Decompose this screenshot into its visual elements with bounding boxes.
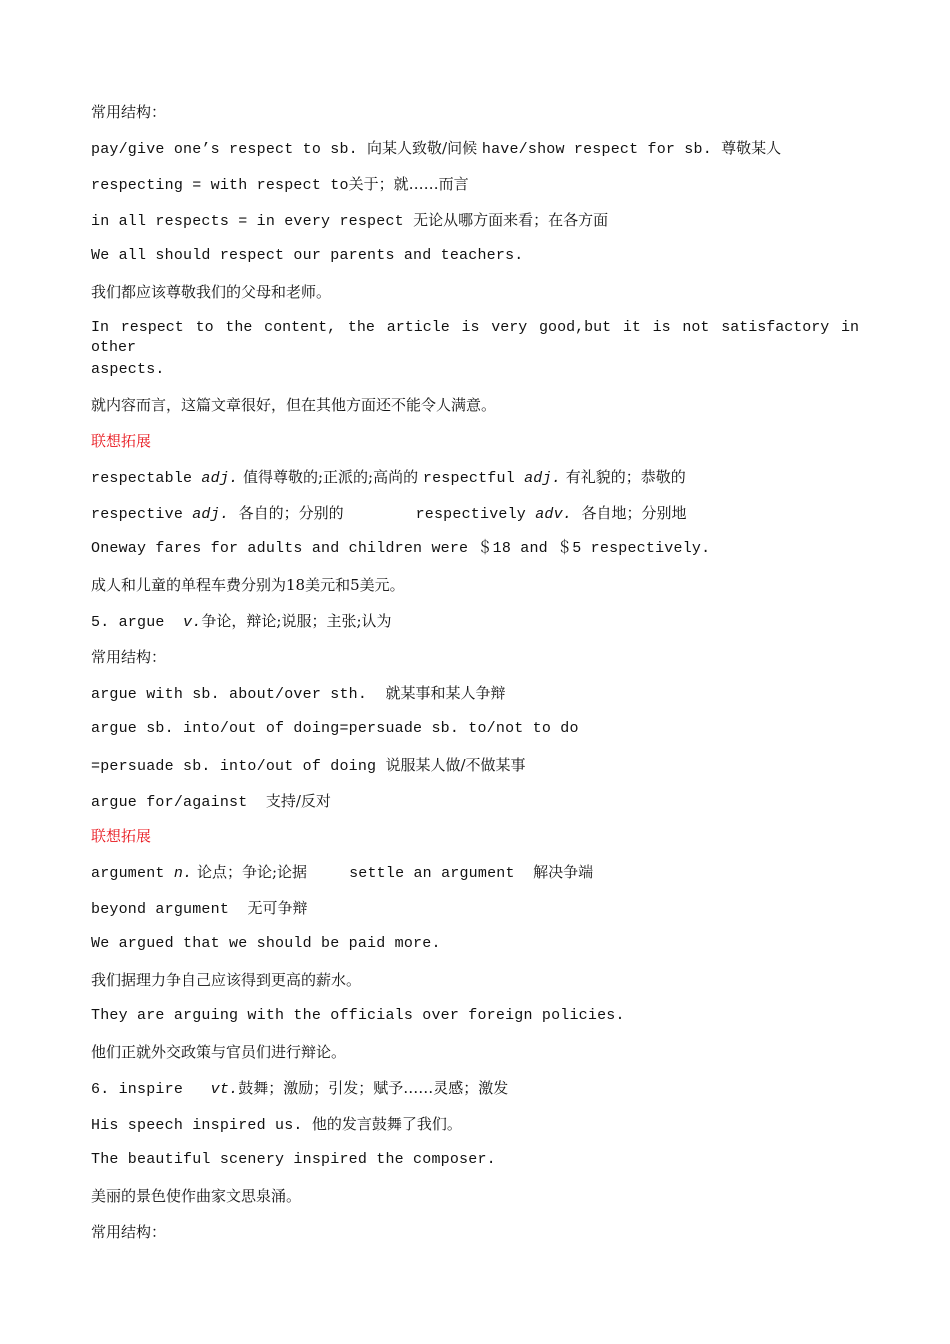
part-of-speech: adj.: [201, 470, 239, 487]
example-sentence: They are arguing with the officials over foreign policies.: [91, 1007, 625, 1024]
structure-line: [91, 138, 781, 158]
section-heading-extension: 联想拓展: [91, 432, 152, 450]
example-sentence: In respect to the content, the article is very good,but it is not satisfactory in other: [91, 319, 859, 356]
section-heading-common-structures: 常用结构：: [91, 648, 167, 666]
vocab-line: [91, 467, 686, 487]
example-translation: 我们都应该尊敬我们的父母和老师。: [91, 283, 332, 301]
part-of-speech: adv.: [535, 506, 573, 523]
example-line: [91, 1114, 462, 1134]
example-translation: 他的发言鼓舞了我们。: [311, 1115, 462, 1133]
chinese-gloss: 值得尊敬的;正派的;高尚的: [238, 468, 423, 486]
chinese-gloss: 无论从哪方面来看；在各方面: [413, 211, 609, 229]
chinese-gloss: 各自地；分别地: [572, 504, 687, 522]
vocab-word: respectable: [91, 470, 202, 487]
vocab-word: respectively: [415, 506, 536, 523]
english-phrase: pay/give one’s respect to sb.: [91, 141, 368, 158]
example-sentence: Oneway fares for adults and children were ＄18 and ＄5 respectively.: [91, 540, 711, 557]
example-translation: 成人和儿童的单程车费分别为18美元和5美元。: [91, 576, 405, 594]
chinese-gloss: 解决争端: [533, 863, 594, 881]
chinese-gloss: 鼓舞；激励；引发；赋予……灵感；激发: [238, 1079, 509, 1097]
vocab-word: respective: [91, 506, 193, 523]
chinese-gloss: 无可争辩: [247, 899, 308, 917]
entry-word: 5. argue: [91, 614, 184, 631]
example-sentence: We all should respect our parents and teachers.: [91, 247, 524, 264]
vocab-line: [91, 898, 307, 918]
chinese-gloss: 论点；争论;论据: [192, 863, 308, 881]
english-phrase: beyond argument: [91, 901, 248, 918]
example-translation: 就内容而言，这篇文章很好，但在其他方面还不能令人满意。: [91, 396, 497, 414]
chinese-gloss: 说服某人做/不做某事: [385, 756, 526, 774]
example-sentence: We argued that we should be paid more.: [91, 935, 441, 952]
entry-heading-argue: [91, 611, 392, 631]
english-phrase: in all respects = in every respect: [91, 213, 414, 230]
example-sentence: His speech inspired us.: [91, 1117, 312, 1134]
structure-line: [91, 791, 331, 811]
vocab-line: [91, 862, 593, 882]
entry-heading-inspire: [91, 1078, 508, 1098]
chinese-gloss: 就某事和某人争辩: [385, 684, 506, 702]
part-of-speech: adj.: [524, 470, 561, 487]
structure-line: [91, 210, 608, 230]
structure-line: argue sb. into/out of doing=persuade sb. to/not to do: [91, 720, 579, 737]
example-translation: 美丽的景色使作曲家文思泉涌。: [91, 1187, 302, 1205]
chinese-gloss: 支持/反对: [265, 792, 331, 810]
chinese-gloss: 关于；就……而言: [348, 175, 469, 193]
part-of-speech: vt.: [210, 1081, 239, 1098]
english-phrase: =persuade sb. into/out of doing: [91, 758, 386, 775]
vocab-word: argument: [91, 865, 174, 882]
english-phrase: argue with sb. about/over sth.: [91, 686, 386, 703]
part-of-speech: adj.: [192, 506, 230, 523]
structure-line: [91, 683, 505, 703]
english-phrase: respecting = with respect to: [91, 177, 349, 194]
section-heading-extension: 联想拓展: [91, 827, 152, 845]
example-sentence: The beautiful scenery inspired the composer.: [91, 1151, 496, 1168]
section-heading-common-structures: 常用结构：: [91, 103, 167, 121]
vocab-word: respectful: [422, 470, 525, 487]
structure-line: [91, 174, 469, 194]
english-phrase: settle an argument: [349, 865, 534, 882]
section-heading-common-structures: 常用结构：: [91, 1223, 167, 1241]
vocab-line: [91, 503, 687, 523]
example-translation: 我们据理力争自己应该得到更高的薪水。: [91, 971, 362, 989]
example-translation: 他们正就外交政策与官员们进行辩论。: [91, 1043, 347, 1061]
example-sentence-continued: aspects.: [91, 361, 165, 378]
chinese-gloss: 各自的；分别的: [229, 504, 344, 522]
part-of-speech: n.: [173, 865, 193, 882]
english-phrase: argue for/against: [91, 794, 266, 811]
english-phrase: have/show respect for sb.: [481, 141, 722, 158]
chinese-gloss: 尊敬某人: [721, 139, 782, 157]
part-of-speech: v.: [183, 614, 202, 631]
entry-word: 6. inspire: [91, 1081, 211, 1098]
chinese-gloss: 向某人致敬/问候: [367, 139, 482, 157]
structure-line: [91, 755, 526, 775]
chinese-gloss: 有礼貌的；恭敬的: [560, 468, 686, 486]
chinese-gloss: 争论，辩论;说服；主张;认为: [201, 612, 392, 630]
